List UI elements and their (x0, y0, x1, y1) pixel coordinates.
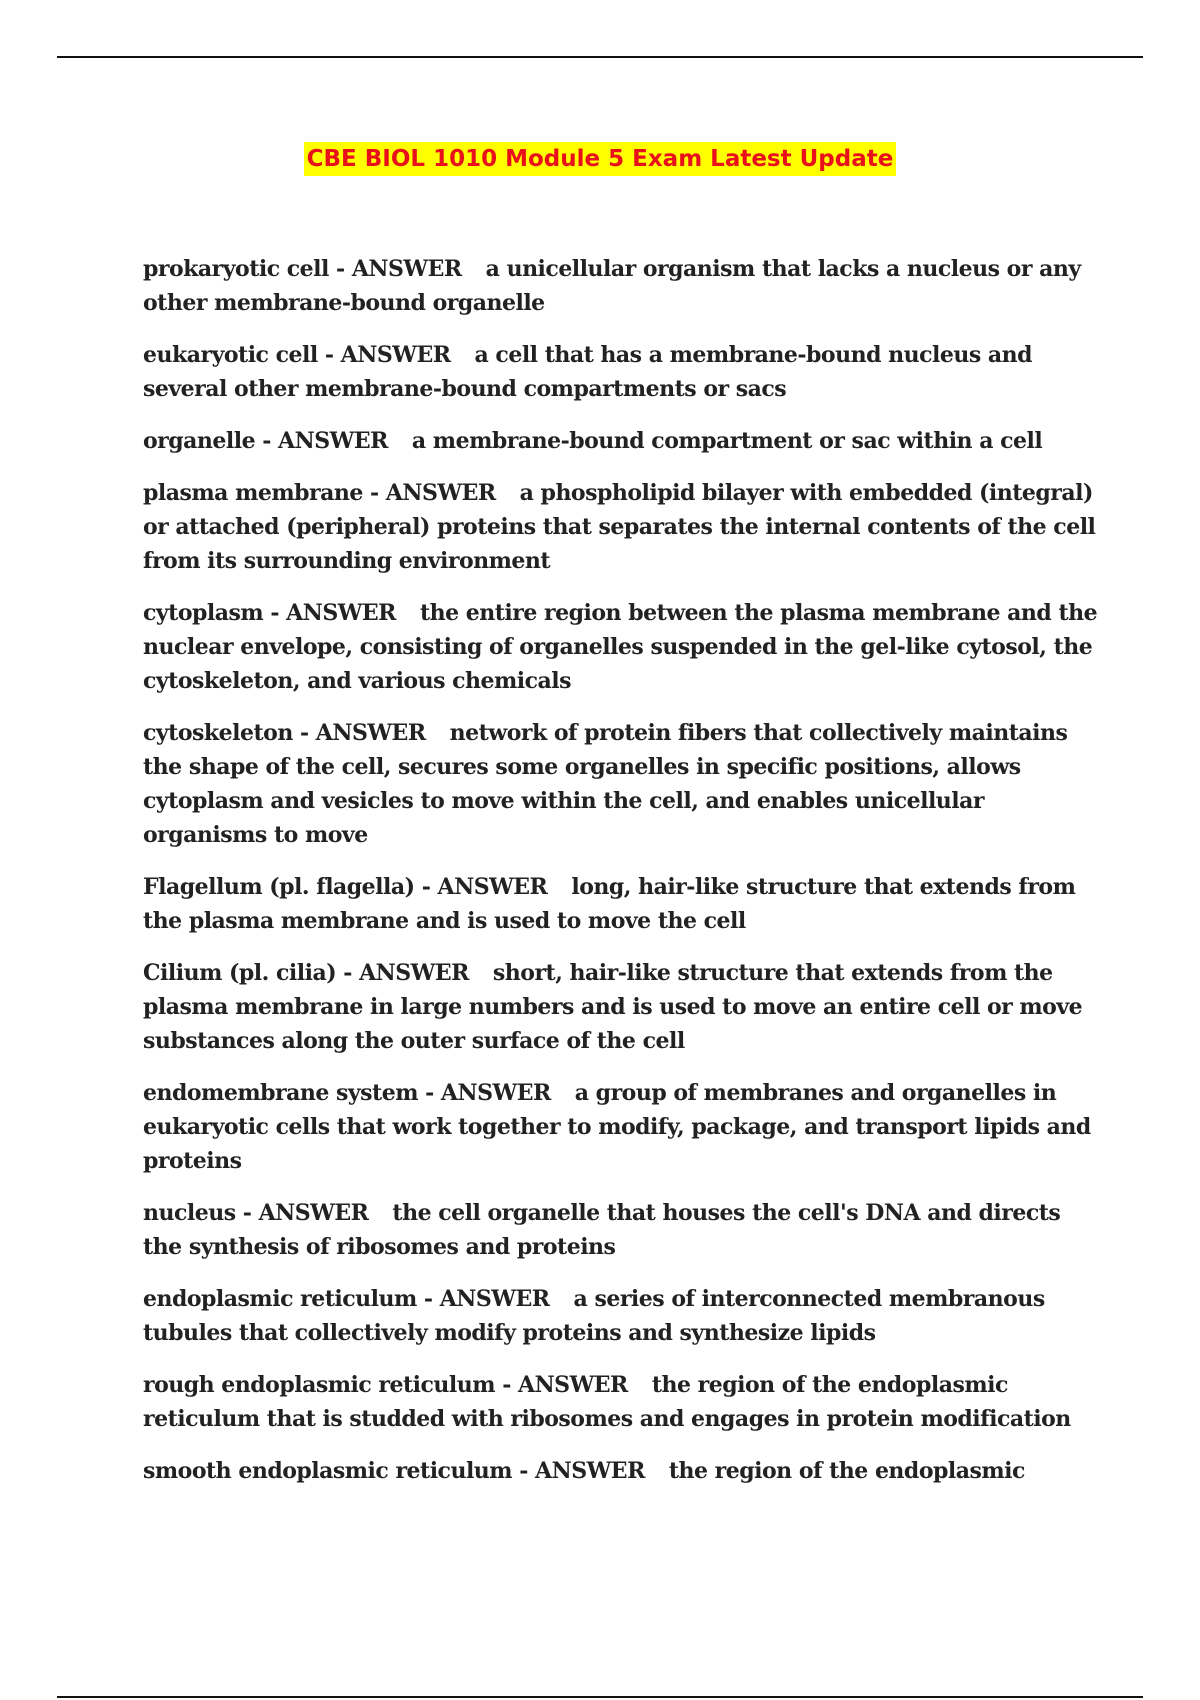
top-rule (57, 56, 1143, 58)
glossary-entry (143, 956, 1101, 1058)
glossary-entry (143, 596, 1101, 698)
entry-separator: - ANSWER (292, 720, 426, 746)
entry-term: plasma membrane (143, 480, 363, 506)
glossary-entry (143, 870, 1101, 938)
glossary-entry (143, 252, 1101, 320)
entry-separator: - ANSWER (255, 428, 388, 454)
entry-definition: the entire region between the plasma membrane and the nuclear envelope, consisting of organelles suspended in the gel-like cytosol, the cytoskeleton, and various chemicals (143, 600, 1098, 694)
entry-definition: a group of membranes and organelles in eukaryotic cells that work together to modify, package, and transport lipids and proteins (143, 1080, 1091, 1174)
entry-definition: network of protein fibers that collectively maintains the shape of the cell, secures some organelles in specific positions, allows cytoplasm and vesicles to move within the cell, and enables unicellular organisms to move (143, 720, 1068, 848)
entry-separator: - ANSWER (263, 600, 396, 626)
entry-separator: - ANSWER (414, 874, 548, 900)
entry-definition: a series of interconnected membranous tubules that collectively modify proteins and synthesize lipids (143, 1286, 1045, 1346)
entry-term: endomembrane system (143, 1080, 418, 1106)
entry-separator: - ANSWER (417, 1080, 551, 1106)
glossary-entry (143, 1196, 1101, 1264)
entry-definition: a membrane-bound compartment or sac within a cell (411, 428, 1043, 454)
entry-term: organelle (143, 428, 256, 454)
entry-definition: a phospholipid bilayer with embedded (integral) or attached (peripheral) proteins that separates the internal contents of the cell from its surrounding environment (143, 480, 1096, 574)
entry-term: cytoplasm (143, 600, 264, 626)
entry-definition: the cell organelle that houses the cell's DNA and directs the synthesis of ribosomes and proteins (143, 1200, 1061, 1260)
entry-definition: a cell that has a membrane-bound nucleus and several other membrane-bound compartments or sacs (143, 342, 1033, 402)
glossary-entry (143, 338, 1101, 406)
entry-term: prokaryotic cell (143, 256, 329, 282)
entry-separator: - ANSWER (495, 1372, 628, 1398)
glossary-entry (143, 476, 1101, 578)
entry-separator: - ANSWER (416, 1286, 550, 1312)
glossary-entry (143, 716, 1101, 852)
entry-separator: - ANSWER (336, 960, 469, 986)
entry-term: nucleus (143, 1200, 236, 1226)
document-title: CBE BIOL 1010 Module 5 Exam Latest Update (304, 142, 897, 176)
entry-separator: - ANSWER (317, 342, 451, 368)
entry-term: eukaryotic cell (143, 342, 318, 368)
entry-definition: a unicellular organism that lacks a nucleus or any other membrane-bound organelle (143, 256, 1081, 316)
glossary-entry (143, 1076, 1101, 1178)
glossary-entry (143, 424, 1101, 458)
entry-term: endoplasmic reticulum (143, 1286, 417, 1312)
glossary-list (143, 252, 1101, 1506)
glossary-entry (143, 1368, 1101, 1436)
entry-term: rough endoplasmic reticulum (143, 1372, 496, 1398)
entry-definition: the region of the endoplasmic (668, 1458, 1025, 1484)
title-container (0, 142, 1200, 176)
entry-term: Cilium (pl. cilia) (143, 960, 337, 986)
entry-term: smooth endoplasmic reticulum (143, 1458, 513, 1484)
entry-separator: - ANSWER (235, 1200, 369, 1226)
entry-separator: - ANSWER (512, 1458, 645, 1484)
entry-definition: long, hair-like structure that extends from the plasma membrane and is used to move the cell (143, 874, 1076, 934)
entry-definition: short, hair-like structure that extends from the plasma membrane in large numbers and is used to move an entire cell or move substances along the outer surface of the cell (143, 960, 1083, 1054)
entry-separator: - ANSWER (362, 480, 496, 506)
glossary-entry (143, 1282, 1101, 1350)
entry-term: cytoskeleton (143, 720, 293, 746)
entry-separator: - ANSWER (328, 256, 462, 282)
glossary-entry (143, 1454, 1101, 1488)
entry-term: Flagellum (pl. flagella) (143, 874, 415, 900)
bottom-rule (57, 1696, 1143, 1698)
entry-definition: the region of the endoplasmic reticulum that is studded with ribosomes and engages in protein modification (143, 1372, 1071, 1432)
